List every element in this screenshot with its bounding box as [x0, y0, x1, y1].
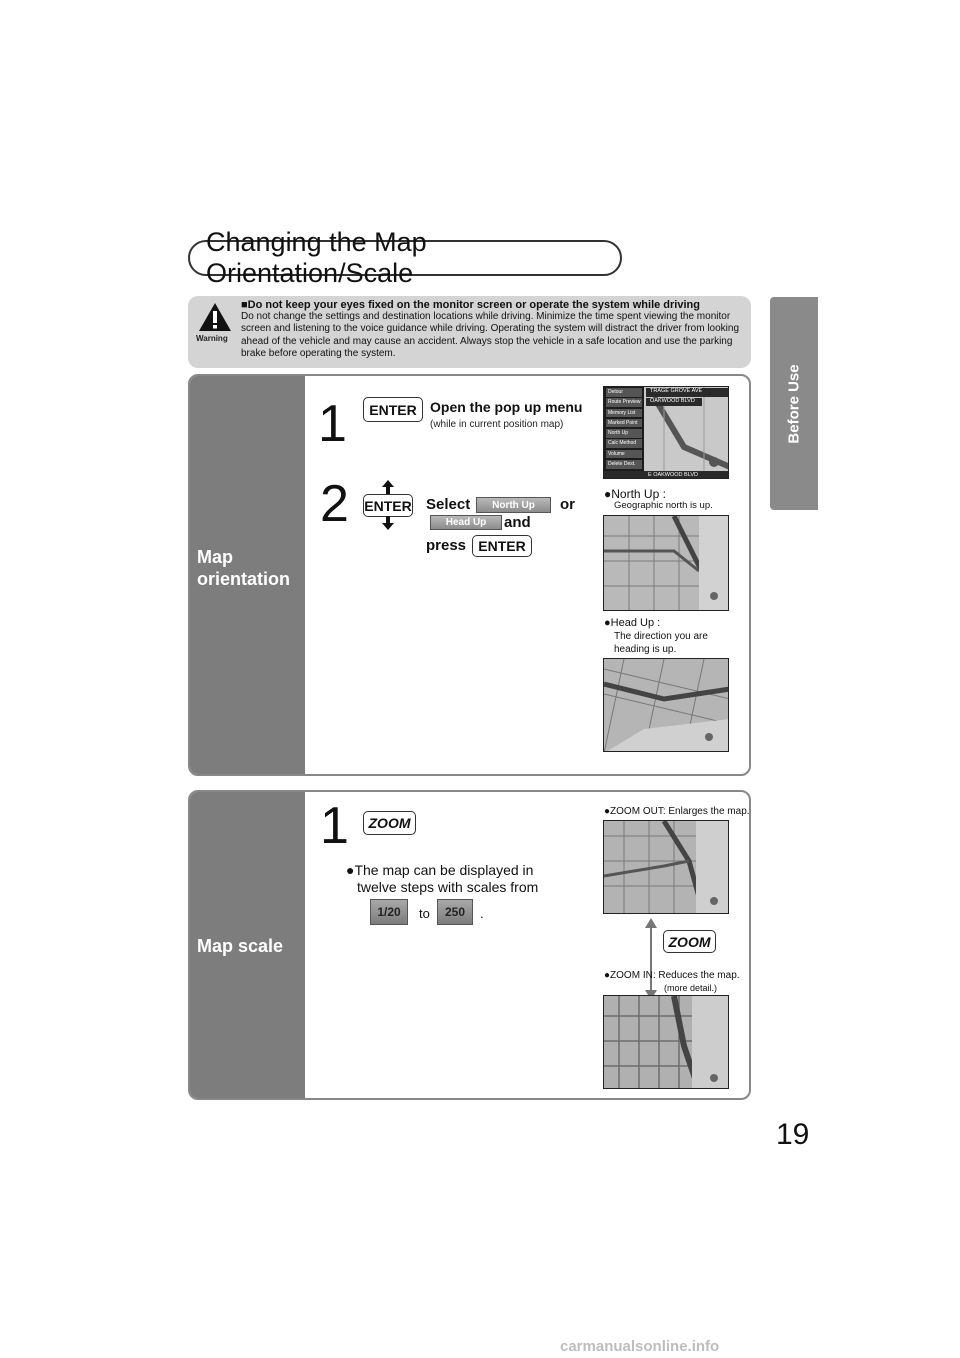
press-text: press [426, 537, 467, 554]
enter-key[interactable]: ENTER [363, 494, 413, 517]
zoom-out-note: ●ZOOM OUT: Enlarges the map. [604, 806, 750, 817]
step1-title: Open the pop up menu [430, 399, 583, 415]
zoom-key[interactable]: ZOOM [663, 930, 716, 953]
scale-label: Map scale [197, 936, 284, 956]
scale-min-button: 1/20 [370, 899, 408, 925]
page-title [188, 227, 622, 288]
enter-key[interactable]: ENTER [472, 535, 532, 557]
popup-menu-list [606, 388, 642, 470]
north-up-note-body: Geographic north is up. [614, 500, 713, 511]
section-tab [770, 297, 818, 510]
zoom-in-note2: (more detail.) [664, 983, 718, 993]
orientation-label-map: Map [197, 547, 233, 567]
zoom-out-map [603, 820, 729, 914]
scale-to-text: to [419, 906, 430, 921]
head-up-button[interactable]: Head Up [430, 515, 502, 530]
menu-item[interactable]: Volume [606, 450, 642, 459]
section-tab-label: Before Use [785, 363, 803, 444]
zoom-in-map [603, 995, 729, 1089]
menu-item[interactable]: Route Preview [608, 399, 641, 406]
and-text: and [504, 514, 531, 531]
warning-heading: ■Do not keep your eyes fixed on the monitor screen or operate the system while driving [241, 299, 700, 311]
warning-body: Do not change the settings and destination locations while driving. Minimize the time spent viewing the monitor screen and listening to the voice guidance while driving. Operating the system will distract the driver from looking ahead of the vehicle and may cause an accident. Always stop the vehicle in a safe location and use the parking brake before operating the system. [241, 311, 740, 359]
menu-item[interactable]: Delete Dest. [606, 460, 642, 469]
watermark: carmanualsonline.info [560, 1338, 720, 1355]
zoom-in-map-illustration [604, 996, 729, 1089]
double-arrow-icon [643, 918, 659, 1000]
zoom-in-note: ●ZOOM IN: Reduces the map. [604, 970, 740, 981]
zoom-out-map-illustration [604, 821, 729, 914]
menu-item[interactable]: North Up [606, 429, 642, 438]
street-label: OAKWOOD BLVD [650, 398, 695, 404]
menu-item[interactable]: Memory List [606, 409, 642, 418]
street-label: E OAKWOOD BLVD [648, 472, 699, 478]
popup-menu-screenshot [603, 386, 729, 479]
warning-triangle-icon [198, 302, 232, 332]
or-text: or [560, 496, 575, 513]
page-number: 19 [776, 1118, 810, 1151]
scale-max-button: 250 [437, 899, 473, 925]
head-up-note-title: ●Head Up : [604, 617, 661, 629]
head-up-map-illustration [604, 659, 729, 752]
step-number: 2 [320, 475, 349, 533]
warning-icon-label: Warning [196, 334, 228, 343]
north-up-note-title: ●North Up : [604, 487, 666, 501]
orientation-label-orientation: orientation [197, 569, 290, 589]
enter-key[interactable]: ENTER [363, 397, 423, 422]
menu-item[interactable]: Detour [606, 388, 642, 397]
menu-item[interactable]: Marked Point [606, 419, 642, 428]
arrow-down-icon [382, 516, 394, 530]
north-up-map-illustration [604, 516, 729, 611]
scale-period: . [480, 906, 484, 921]
menu-item[interactable]: Calc Method [606, 439, 642, 448]
step-number: 1 [318, 395, 347, 453]
scale-desc-line1: ●The map can be displayed in [346, 862, 534, 878]
head-up-note-body1: The direction you are [614, 631, 708, 642]
north-up-button[interactable]: North Up [476, 497, 551, 513]
north-up-map [603, 515, 729, 611]
zoom-key[interactable]: ZOOM [363, 811, 416, 835]
scale-desc-line2: twelve steps with scales from [357, 879, 539, 895]
page-title-text: Changing the Map Orientation/Scale [206, 227, 427, 288]
warning-text [241, 299, 747, 360]
head-up-note-body2: heading is up. [614, 644, 677, 655]
select-text: Select [426, 496, 471, 513]
step1-subtitle: (while in current position map) [430, 419, 564, 430]
head-up-map [603, 658, 729, 752]
arrow-up-icon [382, 480, 394, 494]
step-number: 1 [320, 797, 349, 855]
orientation-label-text [197, 546, 290, 590]
street-label: TRAGE GROVE AVE [650, 388, 703, 394]
